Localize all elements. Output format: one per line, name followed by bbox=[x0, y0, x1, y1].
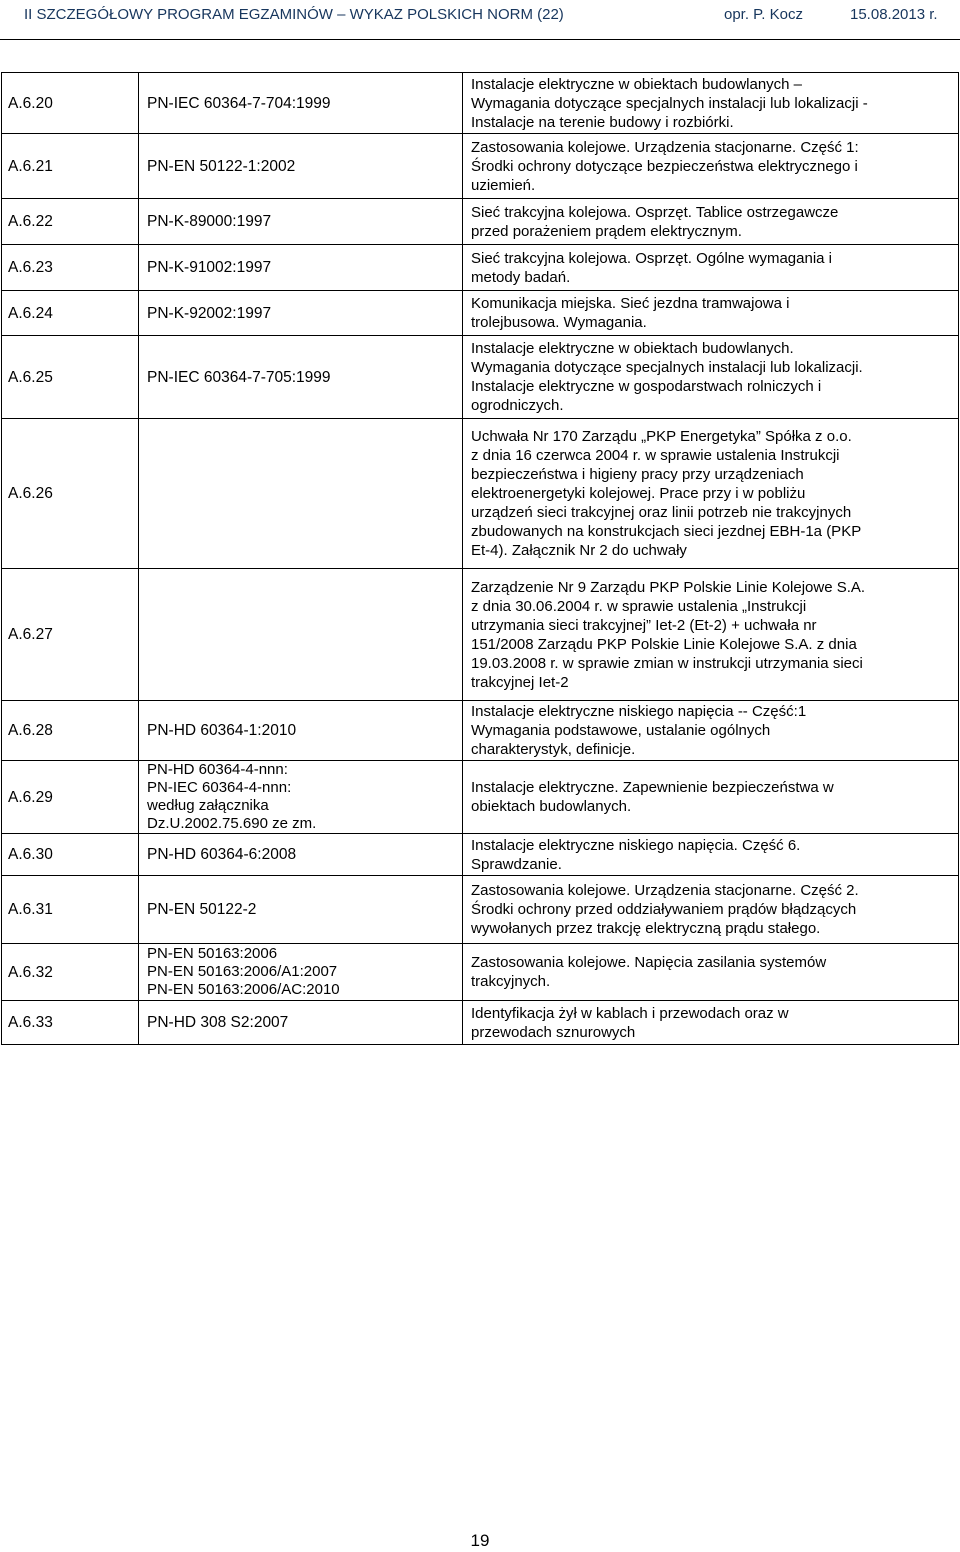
table-row bbox=[2, 134, 959, 199]
norm-title bbox=[463, 336, 959, 419]
norm-number bbox=[139, 291, 463, 336]
norm-number bbox=[139, 944, 463, 1001]
table-row bbox=[2, 1001, 959, 1045]
norms-table bbox=[1, 72, 959, 1045]
norm-number bbox=[139, 761, 463, 834]
norm-number bbox=[139, 336, 463, 419]
table-row bbox=[2, 336, 959, 419]
norm-number bbox=[139, 419, 463, 569]
norm-code: A.6.30 bbox=[2, 834, 139, 876]
norm-title-line: Instalacje elektryczne w obiektach budowlanych. bbox=[471, 340, 794, 357]
norm-title-line: utrzymania sieci trakcyjnej” Iet-2 (Et-2) + uchwała nr bbox=[471, 616, 817, 634]
norm-code: A.6.33 bbox=[2, 1001, 139, 1045]
norm-title-line: Wymagania dotyczące specjalnych instalacji lub lokalizacji - bbox=[471, 94, 868, 112]
norm-code: A.6.31 bbox=[2, 876, 139, 944]
norm-title-line: metody badań. bbox=[471, 268, 571, 286]
norm-title-line: trolejbusowa. Wymagania. bbox=[471, 314, 647, 331]
norm-number-line: Dz.U.2002.75.690 ze zm. bbox=[147, 815, 317, 832]
norm-number-line: PN-EN 50163:2006/AC:2010 bbox=[147, 981, 340, 998]
table-row bbox=[2, 73, 959, 134]
table-row bbox=[2, 569, 959, 701]
norm-title-line: urządzeń sieci trakcyjnej oraz linii potrzeb nie trakcyjnych bbox=[471, 504, 852, 521]
norm-number-line: PN-K-91002:1997 bbox=[147, 259, 272, 276]
norm-title bbox=[463, 291, 959, 336]
norm-code: A.6.32 bbox=[2, 944, 139, 1001]
norm-title-line: Instalacje elektryczne niskiego napięcia -- Część:1 bbox=[471, 703, 807, 720]
norm-title-line: trakcyjnych. bbox=[471, 973, 551, 990]
norm-title-line: Wymagania dotyczące specjalnych instalacji lub lokalizacji. bbox=[471, 359, 863, 376]
table-row bbox=[2, 291, 959, 336]
table-row bbox=[2, 876, 959, 944]
table-row bbox=[2, 701, 959, 761]
norm-title-line: elektroenergetyki kolejowej. Prace przy i w pobliżu bbox=[471, 485, 806, 502]
norm-title bbox=[463, 419, 959, 569]
norm-title-line: Wymagania podstawowe, ustalanie ogólnych bbox=[471, 722, 771, 739]
norm-title-line: Instalacje elektryczne niskiego napięcia. Część 6. bbox=[471, 836, 801, 854]
norm-number bbox=[139, 834, 463, 876]
norm-number-line: PN-IEC 60364-4-nnn: bbox=[147, 779, 292, 796]
norm-title-line: Zastosowania kolejowe. Urządzenia stacjonarne. Część 2. bbox=[471, 882, 859, 899]
norm-title-line: uziemień. bbox=[471, 176, 536, 194]
norm-number-line: PN-EN 50163:2006 bbox=[147, 945, 278, 962]
page-header bbox=[0, 0, 960, 40]
norm-code: A.6.26 bbox=[2, 419, 139, 569]
norm-number-line: PN-HD 60364-4-nnn: bbox=[147, 761, 288, 778]
norm-title-line: Zarządzenie Nr 9 Zarządu PKP Polskie Linie Kolejowe S.A. bbox=[471, 578, 866, 596]
norm-title-line: Instalacje elektryczne w obiektach budowlanych – bbox=[471, 75, 803, 93]
norm-number-line: PN-HD 308 S2:2007 bbox=[147, 1014, 289, 1031]
norm-title-line: Instalacje elektryczne. Zapewnienie bezpieczeństwa w bbox=[471, 779, 834, 796]
header-date: 15.08.2013 r. bbox=[850, 6, 938, 23]
norm-number bbox=[139, 701, 463, 761]
table-row bbox=[2, 419, 959, 569]
norm-title-line: Sprawdzanie. bbox=[471, 855, 562, 873]
norm-number-line: PN-K-89000:1997 bbox=[147, 213, 272, 230]
norm-number bbox=[139, 134, 463, 199]
norm-code: A.6.28 bbox=[2, 701, 139, 761]
norm-title-line: z dnia 30.06.2004 r. w sprawie ustalenia „Instrukcji bbox=[471, 597, 807, 615]
norm-number-line: PN-HD 60364-1:2010 bbox=[147, 722, 297, 739]
norm-title-line: przewodach sznurowych bbox=[471, 1023, 636, 1041]
norm-title-line: trakcyjnej Iet-2 bbox=[471, 673, 569, 691]
norm-number bbox=[139, 1001, 463, 1045]
norm-title-line: Środki ochrony dotyczące bezpieczeństwa elektrycznego i bbox=[471, 157, 858, 175]
norm-number-line: PN-IEC 60364-7-704:1999 bbox=[147, 94, 331, 112]
norm-title-line: 19.03.2008 r. w sprawie zmian w instrukcji utrzymania sieci bbox=[471, 654, 863, 672]
norm-title bbox=[463, 199, 959, 245]
norm-code: A.6.27 bbox=[2, 569, 139, 701]
norm-title-line: Środki ochrony przed oddziaływaniem prądów błądzących bbox=[471, 901, 857, 918]
table-row bbox=[2, 944, 959, 1001]
norm-code: A.6.23 bbox=[2, 245, 139, 291]
norm-number bbox=[139, 245, 463, 291]
norm-title-line: Et-4). Załącznik Nr 2 do uchwały bbox=[471, 542, 687, 559]
norm-title-line: Sieć trakcyjna kolejowa. Osprzęt. Ogólne wymagania i bbox=[471, 249, 832, 267]
norm-code: A.6.21 bbox=[2, 134, 139, 199]
norm-title bbox=[463, 569, 959, 701]
norm-code: A.6.25 bbox=[2, 336, 139, 419]
norm-code: A.6.22 bbox=[2, 199, 139, 245]
norm-title bbox=[463, 834, 959, 876]
norm-title-line: Sieć trakcyjna kolejowa. Osprzęt. Tablice ostrzegawcze bbox=[471, 203, 839, 221]
norm-number-line: PN-EN 50163:2006/A1:2007 bbox=[147, 963, 338, 980]
norm-number bbox=[139, 73, 463, 134]
norm-title-line: Instalacje elektryczne w gospodarstwach rolniczych i bbox=[471, 378, 822, 395]
norm-number-line: PN-HD 60364-6:2008 bbox=[147, 846, 297, 863]
table-row bbox=[2, 761, 959, 834]
norm-number bbox=[139, 199, 463, 245]
norm-title bbox=[463, 134, 959, 199]
table-row bbox=[2, 199, 959, 245]
table-row bbox=[2, 834, 959, 876]
norm-title-line: Zastosowania kolejowe. Napięcia zasilania systemów bbox=[471, 954, 827, 971]
norm-title-line: Instalacje na terenie budowy i rozbiórki. bbox=[471, 113, 734, 131]
norm-title bbox=[463, 245, 959, 291]
norm-title bbox=[463, 701, 959, 761]
header-title: II SZCZEGÓŁOWY PROGRAM EGZAMINÓW – WYKAZ POLSKICH NORM (22) bbox=[24, 6, 564, 23]
norm-title bbox=[463, 73, 959, 134]
norm-title-line: wywołanych przez trakcję elektryczną prądu stałego. bbox=[471, 920, 821, 937]
norm-title bbox=[463, 761, 959, 834]
norm-number-line: według załącznika bbox=[147, 797, 269, 814]
table-row bbox=[2, 245, 959, 291]
norm-title-line: Komunikacja miejska. Sieć jezdna tramwajowa i bbox=[471, 295, 790, 312]
norm-title-line: bezpieczeństwa i higieny pracy przy urządzeniach bbox=[471, 466, 804, 483]
norm-title bbox=[463, 944, 959, 1001]
norm-title-line: przed porażeniem prądem elektrycznym. bbox=[471, 222, 742, 240]
norm-code: A.6.20 bbox=[2, 73, 139, 134]
norm-number bbox=[139, 569, 463, 701]
norm-number bbox=[139, 876, 463, 944]
page-number: 19 bbox=[470, 1531, 490, 1550]
norm-number-line: PN-EN 50122-1:2002 bbox=[147, 157, 296, 175]
norm-title-line: 151/2008 Zarządu PKP Polskie Linie Kolejowe S.A. z dnia bbox=[471, 635, 857, 653]
norm-title-line: charakterystyk, definicje. bbox=[471, 741, 636, 758]
header-author: opr. P. Kocz bbox=[724, 6, 803, 23]
norm-title-line: z dnia 16 czerwca 2004 r. w sprawie ustalenia Instrukcji bbox=[471, 447, 840, 464]
norm-title-line: ogrodniczych. bbox=[471, 397, 564, 414]
norm-title bbox=[463, 1001, 959, 1045]
norm-number-line: PN-IEC 60364-7-705:1999 bbox=[147, 368, 331, 386]
norm-title-line: obiektach budowlanych. bbox=[471, 798, 632, 815]
norm-title-line: Identyfikacja żył w kablach i przewodach oraz w bbox=[471, 1004, 789, 1022]
norm-title-line: Zastosowania kolejowe. Urządzenia stacjonarne. Część 1: bbox=[471, 138, 859, 156]
norm-code: A.6.24 bbox=[2, 291, 139, 336]
norm-title-line: Uchwała Nr 170 Zarządu „PKP Energetyka” Spółka z o.o. bbox=[471, 428, 852, 445]
norm-code: A.6.29 bbox=[2, 761, 139, 834]
norm-number-line: PN-K-92002:1997 bbox=[147, 304, 272, 322]
norm-number-line: PN-EN 50122-2 bbox=[147, 901, 257, 918]
norm-title bbox=[463, 876, 959, 944]
norm-title-line: zbudowanych na konstrukcjach sieci jezdnej EBH-1a (PKP bbox=[471, 523, 862, 540]
